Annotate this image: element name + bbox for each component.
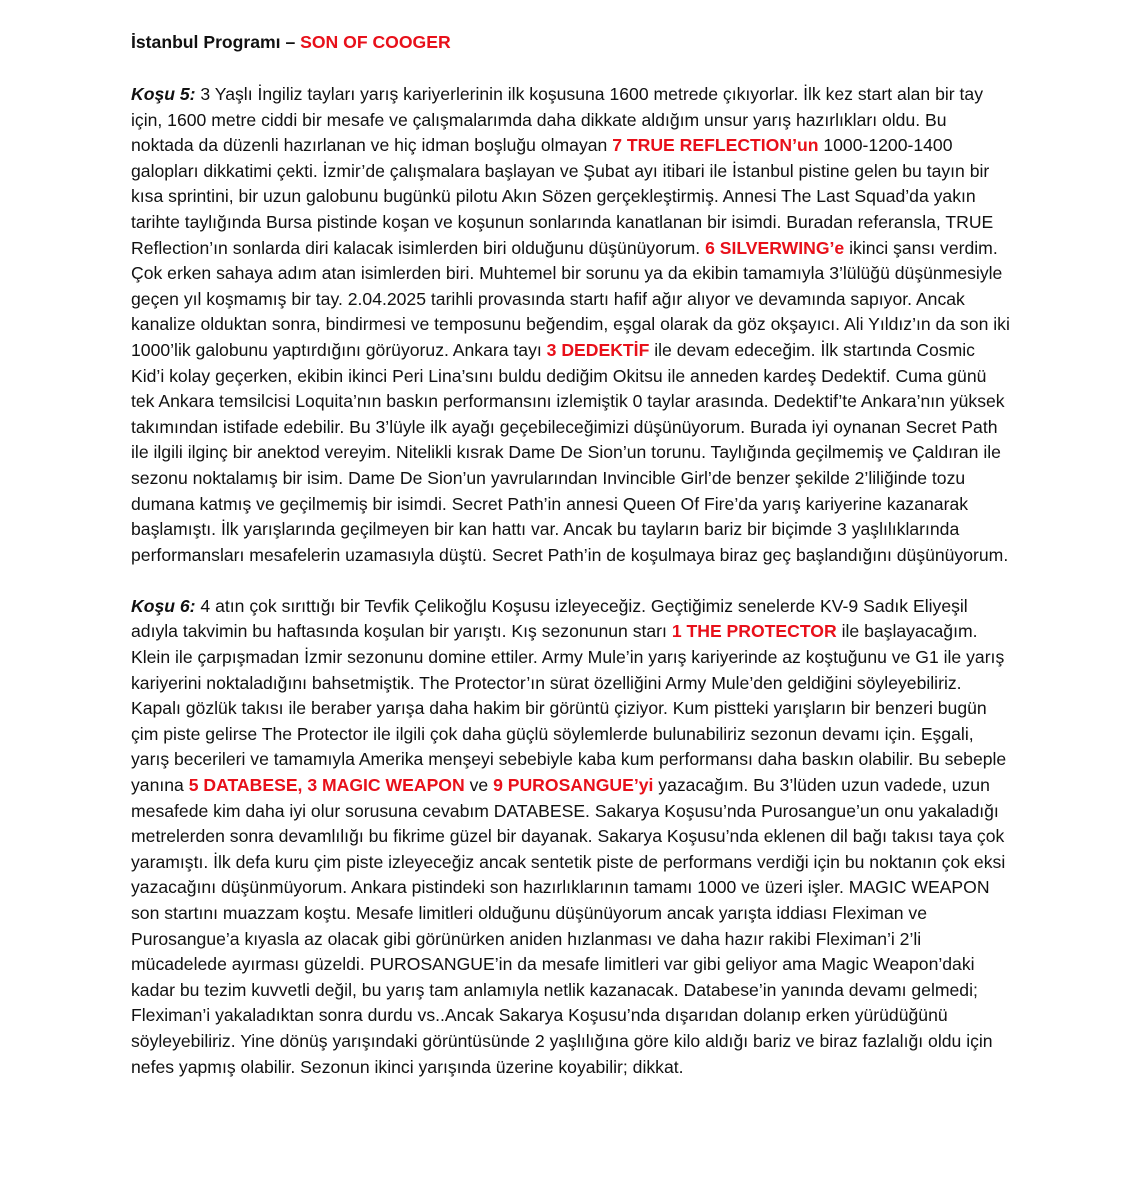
paragraph-text: ikinci şansı verdim. Çok erken sahaya adım atan isimlerden biri. Muhtemel bir sorunu ya da ekibin tamamıyla 3’lülüğü düşünmesiyle geçen yıl koşmamış bir tay. 2.04.2025 tarihli provasında startı hafif ağır alıyor ve devamında sapıyor. Ancak kanalize olduktan sonra, bindirmesi ve temposunu beğendim, eşgal olarak da göz okşayıcı. Ali Yıldız’ın da son iki 1000’lik galobunu yaptırdığını görüyoruz. Ankara tayı bbox=[131, 237, 1010, 360]
race-5-paragraph bbox=[131, 82, 1011, 568]
horse-highlight: 5 DATABESE, 3 MAGIC WEAPON bbox=[188, 775, 465, 796]
paragraph-text: yazacağım. Bu 3’lüden uzun vadede, uzun mesafede kim daha iyi olur sorusuna cevabım DATABESE. Sakarya Koşusu’nda Purosangue’un onu yakaladığı metrelerden sonra devamlılığı bu fikrime güzel bir dayanak. Sakarya Koşusu’nda eklenen dil bağı takısı taya çok yaramıştı. İlk defa kuru çim piste izleyeceğiz ancak sentetik piste de performans verdiği için bu noktanın çok eksi yazacağını düşünmüyorum. Ankara pistindeki son hazırlıklarının tamamı 1000 ve üzeri işler. MAGIC WEAPON son startını muazzam koştu. Mesafe limitleri olduğunu düşünüyorum ancak yarışta iddiası Fleximan ve Purosangue’a kıyasla az olacak gibi görünürken aniden hızlanması ve daha hazır rakibi Fleximan’i 2’li mücadelede ayırması güzeldi. PUROSANGUE’in da mesafe limitleri var gibi geliyor ama Magic Weapon’daki kadar bu tezim kuvvetli değil, bu yarış tam anlamıyla netlik kazanacak. Databese’in yanında devamı gelmedi; Fleximan’i yakaladıktan sonra durdu vs..Ancak Sakarya Koşusu’nda dışarıdan dolanıp erken yürüdüğünü söyleyebiliriz. Yine dönüş yarışındaki görüntüsünde 2 yaşlılığına göre kilo aldığı bariz ve biraz fazlalığı oldu için nefes yapmış olabilir. Sezonun ikinci yarışında üzerine koyabilir; dikkat. bbox=[131, 775, 1006, 1077]
document-title bbox=[131, 30, 1011, 56]
horse-highlight: 1 THE PROTECTOR bbox=[671, 621, 837, 642]
paragraph-text: 4 atın çok sırıttığı bir Tevfik Çelikoğlu Koşusu izleyeceğiz. Geçtiğimiz senelerde KV-9 Sadık Eliyeşil adıyla takvimin bu haftasında koşulan bir yarıştı. Kış sezonunun starı bbox=[131, 595, 968, 642]
race-5-label: Koşu 5: bbox=[131, 84, 196, 104]
horse-highlight: 7 TRUE REFLECTION’un bbox=[612, 135, 819, 156]
document-page bbox=[131, 30, 1011, 1080]
paragraph-text: 1000-1200-1400 galopları dikkatimi çekti. İzmir’de çalışmalara başlayan ve Şubat ayı itibari ile İstanbul pistine gelen bu tayın bir kısa sprintini, bir uzun galobunu bugünkü pilotu Akın Sözen gerçekleştirmiş. Annesi The Last Squad’da yakın tarihte taylığında Bursa pistinde koşan ve koşunun sonlarında kanatlanan bir isimdi. Buradan referansla, TRUE Reflection’ın sonlarda diri kalacak isimlerden biri olduğunu düşünüyorum. bbox=[131, 135, 994, 258]
title-prefix: İstanbul Programı – bbox=[131, 32, 301, 52]
paragraph-text: 3 Yaşlı İngiliz tayları yarış kariyerlerinin ilk koşusuna 1600 metrede çıkıyorlar. İlk kez start alan bir tay için, 1600 metre ciddi bir mesafe ve çalışmalarımda daha dikkate aldığım unsur yarış hazırlıkları oldu. Bu noktada da düzenli hazırlanan ve hiç idman boşluğu olmayan bbox=[131, 84, 984, 156]
race-6-paragraph bbox=[131, 594, 1011, 1080]
horse-highlight: 9 PUROSANGUE’yi bbox=[493, 775, 654, 796]
paragraph-text: ve bbox=[464, 775, 494, 796]
title-highlight: SON OF COOGER bbox=[300, 32, 451, 52]
paragraph-text: ile başlayacağım. Klein ile çarpışmadan İzmir sezonunu domine ettiler. Army Mule’in yarış kariyerinde az koştuğunu ve G1 ile yarış kariyerini noktaladığını bahsetmiştik. The Protector’ın sürat özelliğini Army Mule’den geldiğini söyleyebiliriz. Kapalı gözlük takısı ile beraber yarışa daha hakim bir görüntü çiziyor. Kum pistteki yarışların bir benzeri bugün çim piste gelirse The Protector ile ilgili çok daha güçlü söylemlerde bulunabiliriz sezonun devamı için. Eşgali, yarış becerileri ve tamamıyla Amerika menşeyi sebebiyle kaba kum performansı daha baskın olabilir. Bu sebeple yanına bbox=[131, 621, 1007, 796]
horse-highlight: 3 DEDEKTİF bbox=[546, 339, 650, 360]
paragraph-text: ile devam edeceğim. İlk startında Cosmic Kid’i kolay geçerken, ekibin ikinci Peri Lina’sını buldu dediğim Okitsu ile anneden kardeş Dedektif. Cuma günü tek Ankara temsilcisi Loquita’nın baskın performansını izlemiştik 0 taylar arasında. Dedektif’te Ankara’nın yüksek takımından istifade edebilir. Bu 3’lüyle ilk ayağı geçebileceğimizi düşünüyorum. Burada iyi oynanan Secret Path ile ilgili ilginç bir anektod vereyim. Nitelikli kısrak Dame De Sion’un torunu. Taylığında geçilmemiş ve Çaldıran ile sezonu noktalamış bir isim. Dame De Sion’un yavrularından Invincible Girl’de benzer şekilde 2’liliğinde tozu dumana katmış ve geçilmemiş bir isimdi. Secret Path’in annesi Queen Of Fire’da yarış kariyerine kazanarak başlamıştı. İlk yarışlarında geçilmeyen bir kan hattı var. Ancak bu tayların bariz bir biçimde 3 yaşlılıklarında performansları mesafelerin uzamasıyla düştü. Secret Path’in de koşulmaya biraz geç başlandığını düşünüyorum. bbox=[131, 339, 1009, 565]
race-6-label: Koşu 6: bbox=[131, 595, 196, 616]
horse-highlight: 6 SILVERWING’e bbox=[705, 237, 845, 258]
